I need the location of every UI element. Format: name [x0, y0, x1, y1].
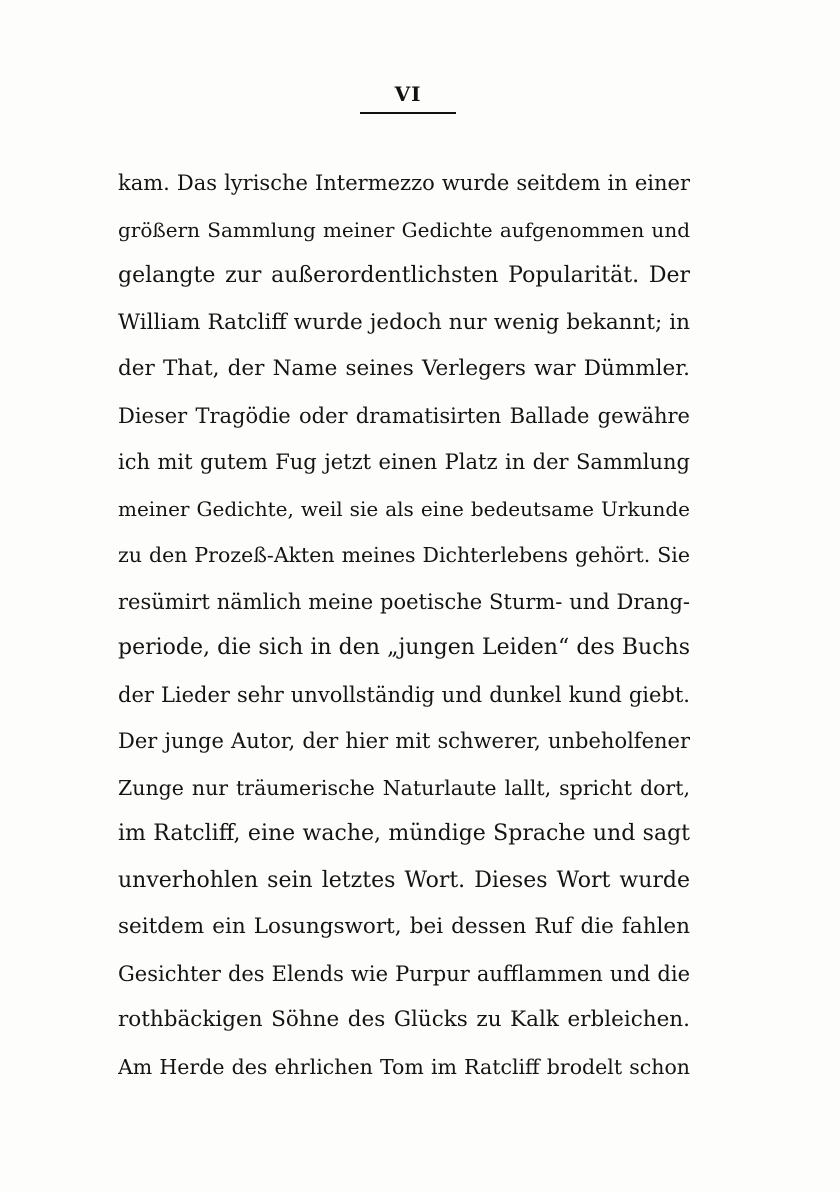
text-line: Gesichter des Elends wie Purpur aufflammen und die: [118, 961, 690, 986]
text-line: der That, der Name seines Verlegers war Dümmler.: [118, 356, 690, 381]
text-line: Der junge Autor, der hier mit schwerer, unbeholfener: [118, 729, 690, 753]
text-line: der Lieder sehr unvollständig und dunkel kund giebt.: [118, 682, 690, 707]
text-line: Zunge nur träumerische Naturlaute lallt, spricht dort,: [118, 775, 690, 800]
text-line: unverhohlen sein letztes Wort. Dieses Wort wurde: [118, 867, 690, 893]
text-line: William Ratcliff wurde jedoch nur wenig bekannt; in: [118, 309, 690, 335]
text-line: kam. Das lyrische Intermezzo wurde seitdem in einer: [118, 171, 690, 195]
text-line: zu den Prozeß-Akten meines Dichterlebens gehört. Sie: [118, 543, 690, 567]
text-line: gelangte zur außerordentlichsten Popularität. Der: [118, 263, 690, 288]
text-line: resümirt nämlich meine poetische Sturm- und Drang-: [118, 589, 690, 614]
text-line: im Ratcliff, eine wache, mündige Sprache und sagt: [118, 821, 690, 846]
text-line: seitdem ein Losungswort, bei dessen Ruf die fahlen: [118, 914, 690, 939]
text-line: meiner Gedichte, weil sie als eine bedeutsame Urkunde: [118, 496, 690, 521]
text-line: rothbäckigen Söhne des Glücks zu Kalk erbleichen.: [118, 1007, 690, 1032]
body-text: [118, 160, 690, 1090]
page-number: VI: [394, 82, 422, 106]
text-line: Am Herde des ehrlichen Tom im Ratcliff brodelt schon: [118, 1054, 690, 1079]
text-line: periode, die sich in den „jungen Leiden“ des Buchs: [118, 635, 690, 660]
text-line: Dieser Tragödie oder dramatisirten Ballade gewähre: [118, 403, 690, 428]
text-line: größern Sammlung meiner Gedichte aufgenommen und: [118, 217, 690, 242]
text-line: ich mit gutem Fug jetzt einen Platz in der Sammlung: [118, 450, 690, 474]
header-rule: [360, 112, 456, 114]
